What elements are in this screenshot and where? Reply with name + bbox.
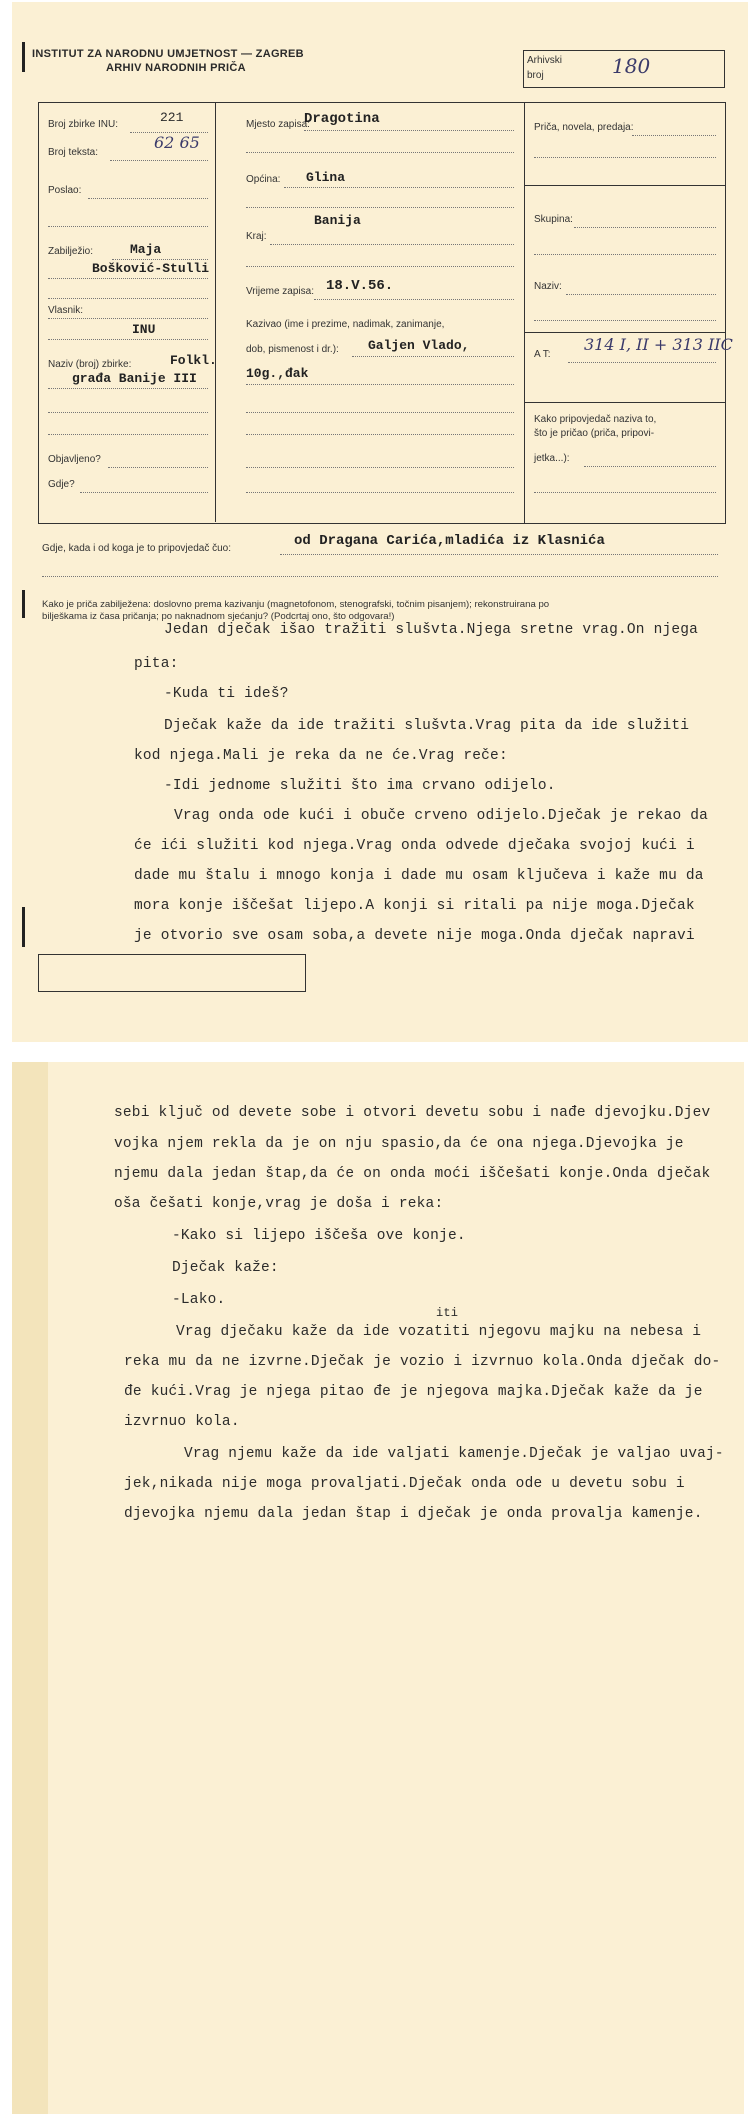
- story-line: vojka njem rekla da je on nju spasio,da će ona njega.Djevojka je: [114, 1136, 684, 1152]
- column-divider: [215, 102, 216, 522]
- story-line: -Kako si lijepo iščeša ove konje.: [172, 1228, 466, 1244]
- place-value: Dragotina: [304, 111, 380, 127]
- story-line: reka mu da ne izvrne.Dječak je vozio i izvrnuo kola.Onda dječak do-: [124, 1354, 721, 1370]
- story-line: jek,nikada nije moga provaljati.Dječak onda ode u devetu sobu i: [124, 1476, 685, 1492]
- story-line: -Idi jednome služiti što ima crvano odijelo.: [164, 778, 556, 794]
- story-line: Vrag njemu kaže da ide valjati kamenje.Dječak je valjao uvaj-: [184, 1446, 724, 1462]
- recorder-value-2: Bošković-Stulli: [92, 261, 210, 276]
- municipality-value: Glina: [306, 170, 346, 185]
- genre-label: Priča, novela, predaja:: [534, 122, 634, 133]
- story-line: -Lako.: [172, 1292, 226, 1308]
- story-line: njemu dala jedan štap,da će on onda moći iščešati konje.Onda dječak: [114, 1166, 711, 1182]
- date-label: Vrijeme zapisa:: [246, 286, 314, 297]
- owner-label: Vlasnik:: [48, 305, 84, 316]
- story-line: kod njega.Mali je reka da ne će.Vrag reče:: [134, 748, 508, 764]
- recorder-value: Maja: [130, 242, 162, 257]
- archive-number: 180: [612, 54, 651, 78]
- text-number-label: Broj teksta:: [48, 147, 99, 158]
- sender-label: Poslao:: [48, 185, 82, 196]
- story-line: izvrnuo kola.: [124, 1414, 240, 1430]
- teller-value: Galjen Vlado,: [368, 338, 470, 353]
- source-label: Gdje, kada i od koga je to pripovjedač čuo:: [42, 543, 232, 554]
- story-line: oša češati konje,vrag je doša i reka:: [114, 1196, 444, 1212]
- form-page-1: [12, 2, 748, 1042]
- typed-page-2: [12, 1062, 744, 2114]
- archive-label-2: broj: [527, 70, 544, 81]
- story-line: Dječak kaže:: [172, 1260, 279, 1276]
- group-label: Skupina:: [534, 214, 573, 225]
- institute-name: INSTITUT ZA NARODNU UMJETNOST — ZAGREB: [32, 48, 304, 60]
- narrator-label: Kako pripovjedač naziva to,: [534, 414, 657, 425]
- margin-mark: [22, 42, 25, 72]
- source-value: od Dragana Carića,mladića iz Klasnića: [294, 533, 605, 549]
- narrator-label-2: što je pričao (priča, pripovi-: [534, 428, 655, 439]
- teller-value-2: 10g.,đak: [246, 366, 309, 381]
- inu-value: 221: [160, 110, 184, 125]
- margin-mark: [22, 907, 25, 947]
- story-line: mora konje iščešat lijepo.A konji si ritali pa nije moga.Dječak: [134, 898, 695, 914]
- insertion-mark: iti: [436, 1306, 459, 1320]
- story-line: Jedan dječak išao tražiti slušvta.Njega sretne vrag.On njega: [164, 622, 699, 638]
- text-number-value: 62 65: [154, 133, 200, 152]
- place-label: Mjesto zapisa:: [246, 119, 310, 130]
- margin-mark: [22, 590, 25, 618]
- title-label: Naziv:: [534, 281, 562, 292]
- story-line: pita:: [134, 656, 179, 672]
- archive-name: ARHIV NARODNIH PRIČA: [106, 62, 246, 74]
- collection-value: Folkl.: [170, 353, 217, 368]
- at-value: 314 I, II + 313 IIC: [584, 335, 733, 354]
- teller-label: Kazivao (ime i prezime, nadimak, zanimanje,: [246, 319, 445, 330]
- story-line: Vrag dječaku kaže da ide vozatiti njegovu majku na nebesa i: [176, 1324, 702, 1340]
- teller-label-2: dob, pismenost i dr.):: [246, 344, 339, 355]
- story-line: Vrag onda ode kući i obuče crveno odijelo.Dječak je rekao da: [174, 808, 709, 824]
- municipality-label: Općina:: [246, 174, 281, 185]
- collection-value-2: građa Banije III: [72, 371, 197, 386]
- bottom-box: [38, 954, 306, 992]
- date-value: 18.V.56.: [326, 278, 394, 294]
- story-line: će ići služiti kod njega.Vrag onda odvede dječaka svojoj kući i: [134, 838, 695, 854]
- archive-label: Arhivski: [527, 55, 563, 66]
- story-line: Dječak kaže da ide tražiti slušvta.Vrag pita da ide služiti: [164, 718, 690, 734]
- method-text-2: bilješkama iz časa pričanja; po naknadnom sjećanju? (Podcrtaj ono, što odgovara!): [42, 611, 395, 622]
- at-label: A T:: [534, 349, 551, 360]
- inu-label: Broj zbirke INU:: [48, 119, 119, 130]
- story-line: đe kući.Vrag je njega pitao đe je njegova majka.Dječak kaže da je: [124, 1384, 703, 1400]
- story-line: dade mu štalu i mnogo konja i dade mu osam ključeva i kaže mu da: [134, 868, 704, 884]
- story-line: -Kuda ti ideš?: [164, 686, 289, 702]
- published-label: Objavljeno?: [48, 454, 101, 465]
- narrator-label-3: jetka...):: [534, 453, 570, 464]
- method-text: Kako je priča zabilježena: doslovno prema kazivanju (magnetofonom, stenografski, točnim pisanjem); rekonstruirana po: [42, 599, 550, 610]
- owner-value: INU: [132, 322, 156, 337]
- region-value: Banija: [314, 213, 361, 228]
- page-edge-strip: [12, 1062, 48, 2114]
- collection-label: Naziv (broj) zbirke:: [48, 359, 132, 370]
- region-label: Kraj:: [246, 231, 267, 242]
- story-line: je otvorio sve osam soba,a devete nije moga.Onda dječak napravi: [134, 928, 695, 944]
- story-line: sebi ključ od devete sobe i otvori devetu sobu i nađe djevojku.Djev: [114, 1105, 711, 1121]
- recorder-label: Zabilježio:: [48, 246, 94, 257]
- story-line: djevojka njemu dala jedan štap i dječak je onda provalja kamenje.: [124, 1506, 703, 1522]
- where-label: Gdje?: [48, 479, 75, 490]
